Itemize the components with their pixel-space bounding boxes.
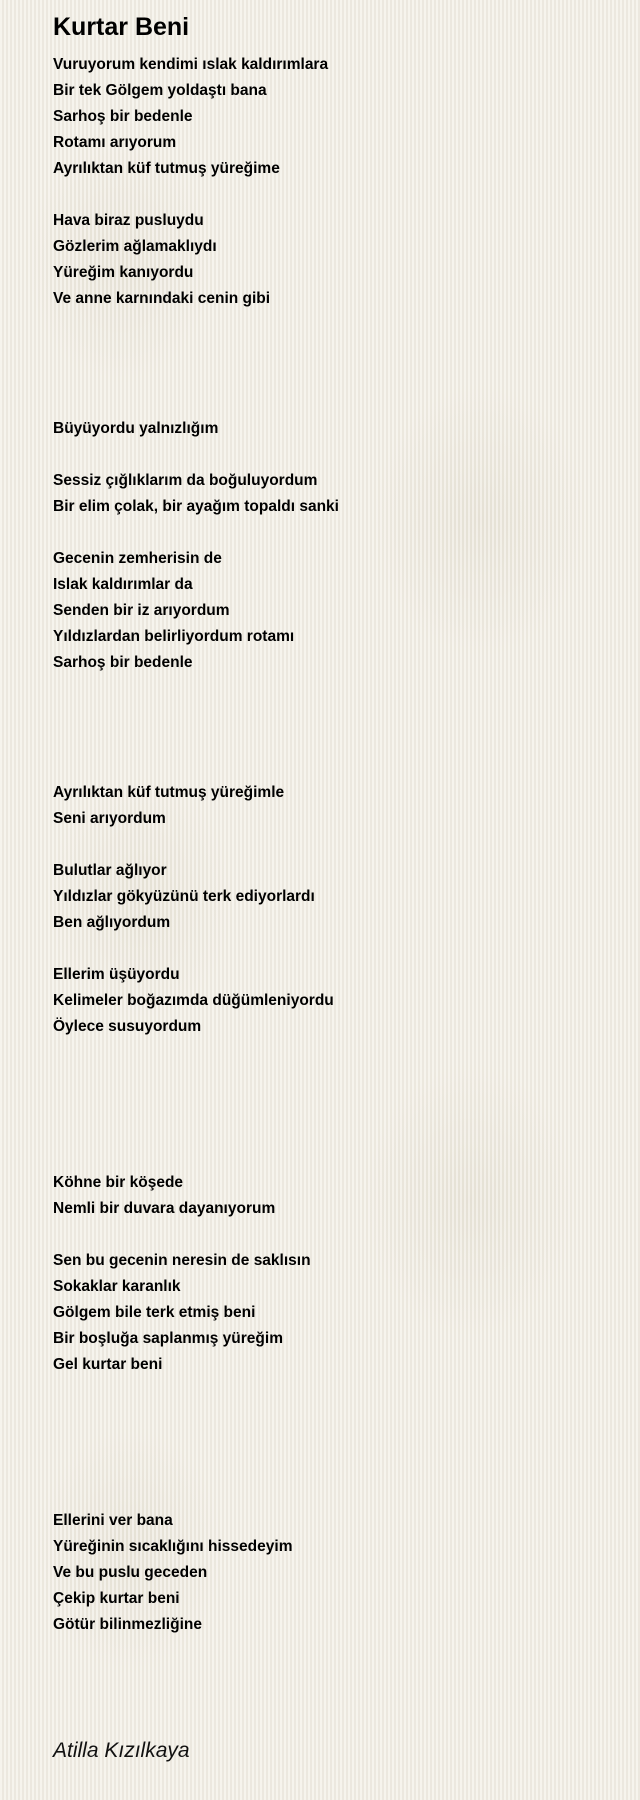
stanza-gap <box>53 702 613 728</box>
poem-line: Sessiz çığlıklarım da boğuluyordum <box>53 472 318 489</box>
poem-line: Köhne bir köşede <box>53 1174 184 1191</box>
poem-line: Kelimeler boğazımda düğümleniyordu <box>53 992 334 1009</box>
poem-line: Ellerim üşüyordu <box>53 966 180 983</box>
poem-line: Sokaklar karanlık <box>53 1278 181 1295</box>
stanza-gap <box>53 390 613 416</box>
poem-line: Vuruyorum kendimi ıslak kaldırımlara <box>53 56 329 73</box>
poem-line: Bir tek Gölgem yoldaştı bana <box>53 82 267 99</box>
poem-line: Gecenin zemherisin de <box>53 550 222 567</box>
poem-line: Bir boşluğa saplanmış yüreğim <box>53 1330 283 1347</box>
poem-line: Götür bilinmezliğine <box>53 1616 202 1633</box>
poem-line: Yıldızlar gökyüzünü terk ediyorlardı <box>53 888 315 905</box>
stanza-gap <box>53 1118 613 1144</box>
poem-line: Yıldızlardan belirliyordum rotamı <box>53 628 295 645</box>
poem-line: Ellerini ver bana <box>53 1512 173 1529</box>
poem-title: Kurtar Beni <box>53 13 190 41</box>
stanza-gap <box>53 676 613 702</box>
poem-line: Sarhoş bir bedenle <box>53 108 193 125</box>
stanza-gap <box>53 442 613 468</box>
poem-line: Rotamı arıyorum <box>53 134 177 151</box>
poem-line: Ayrılıktan küf tutmuş yüreğime <box>53 160 280 177</box>
stanza-gap <box>53 1066 613 1092</box>
poem-line: Ve anne karnındaki cenin gibi <box>53 290 271 307</box>
poem-line: Senden bir iz arıyordum <box>53 602 230 619</box>
poem-line: Yüreğinin sıcaklığını hissedeyim <box>53 1538 293 1555</box>
stanza-gap <box>53 520 613 546</box>
stanza-gap <box>53 1092 613 1118</box>
poem-line: Büyüyordu yalnızlığım <box>53 420 219 437</box>
poem-line: Gel kurtar beni <box>53 1356 163 1373</box>
poem-line: Gölgem bile terk etmiş beni <box>53 1304 256 1321</box>
stanza-gap <box>53 832 613 858</box>
stanza-gap <box>53 754 613 780</box>
poem-line: Yüreğim kanıyordu <box>53 264 194 281</box>
poem-line: Islak kaldırımlar da <box>53 576 193 593</box>
poem-line: Çekip kurtar beni <box>53 1590 180 1607</box>
poem-author: Atilla Kızılkaya <box>53 1739 190 1762</box>
poem-line: Öylece susuyordum <box>53 1018 202 1035</box>
stanza-gap <box>53 338 613 364</box>
poem-body <box>53 52 613 1638</box>
stanza-gap <box>53 1040 613 1066</box>
stanza-gap <box>53 1222 613 1248</box>
poem-line: Ve bu puslu geceden <box>53 1564 208 1581</box>
poem-line: Sen bu gecenin neresin de saklısın <box>53 1252 311 1269</box>
poem-line: Bulutlar ağlıyor <box>53 862 167 879</box>
poem-line: Hava biraz pusluydu <box>53 212 204 229</box>
poem-line: Ben ağlıyordum <box>53 914 171 931</box>
stanza-gap <box>53 1482 613 1508</box>
poem-page <box>53 10 613 1638</box>
stanza-gap <box>53 364 613 390</box>
stanza-gap <box>53 1430 613 1456</box>
poem-line: Bir elim çolak, bir ayağım topaldı sanki <box>53 498 339 515</box>
stanza-gap <box>53 1456 613 1482</box>
poem-line: Seni arıyordum <box>53 810 166 827</box>
stanza-gap <box>53 1378 613 1404</box>
stanza-gap <box>53 182 613 208</box>
poem-line: Ayrılıktan küf tutmuş yüreğimle <box>53 784 285 801</box>
poem-line: Sarhoş bir bedenle <box>53 654 193 671</box>
poem-line: Gözlerim ağlamaklıydı <box>53 238 217 255</box>
poem-line: Nemli bir duvara dayanıyorum <box>53 1200 276 1217</box>
stanza-gap <box>53 936 613 962</box>
stanza-gap <box>53 1144 613 1170</box>
stanza-gap <box>53 728 613 754</box>
stanza-gap <box>53 312 613 338</box>
stanza-gap <box>53 1404 613 1430</box>
